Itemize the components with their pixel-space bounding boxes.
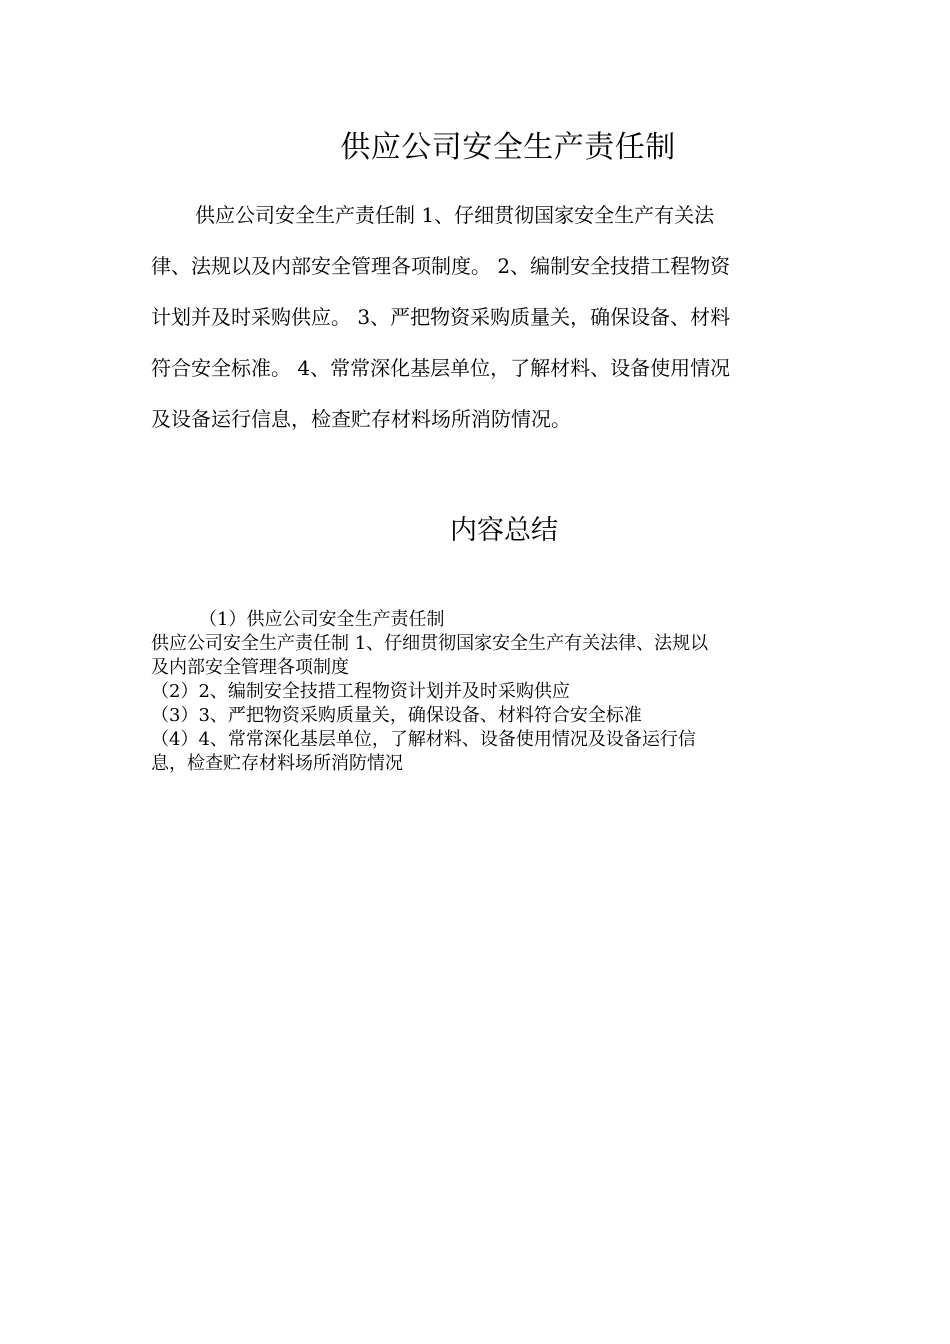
- summary-line: （4）4、常常深化基层单位，了解材料、设备使用情况及设备运行信: [151, 729, 696, 750]
- body-paragraph: [151, 190, 796, 445]
- summary-line: 息，检查贮存材料场所消防情况: [151, 753, 403, 774]
- body-line: 符合安全标准。 4、常常深化基层单位，了解材料、设备使用情况: [151, 356, 731, 380]
- body-line: 及设备运行信息，检查贮存材料场所消防情况。: [151, 407, 571, 431]
- summary-line: 供应公司安全生产责任制 1、仔细贯彻国家安全生产有关法律、法规以: [151, 633, 709, 654]
- summary-title: 内容总结: [450, 515, 558, 546]
- body-line: 计划并及时采购供应。 3、严把物资采购质量关，确保设备、材料: [151, 305, 731, 329]
- summary-line: （2）2、编制安全技措工程物资计划并及时采购供应: [151, 681, 570, 702]
- body-line: 律、法规以及内部安全管理各项制度。 2、编制安全技措工程物资: [151, 254, 731, 278]
- summary-list: [151, 608, 801, 776]
- body-line: 供应公司安全生产责任制 1、仔细贯彻国家安全生产有关法: [195, 203, 715, 227]
- summary-line: （3）3、严把物资采购质量关，确保设备、材料符合安全标准: [151, 705, 642, 726]
- summary-line: 及内部安全管理各项制度: [151, 657, 349, 678]
- summary-line: （1）供应公司安全生产责任制: [199, 609, 445, 630]
- document-title: 供应公司安全生产责任制: [340, 130, 676, 165]
